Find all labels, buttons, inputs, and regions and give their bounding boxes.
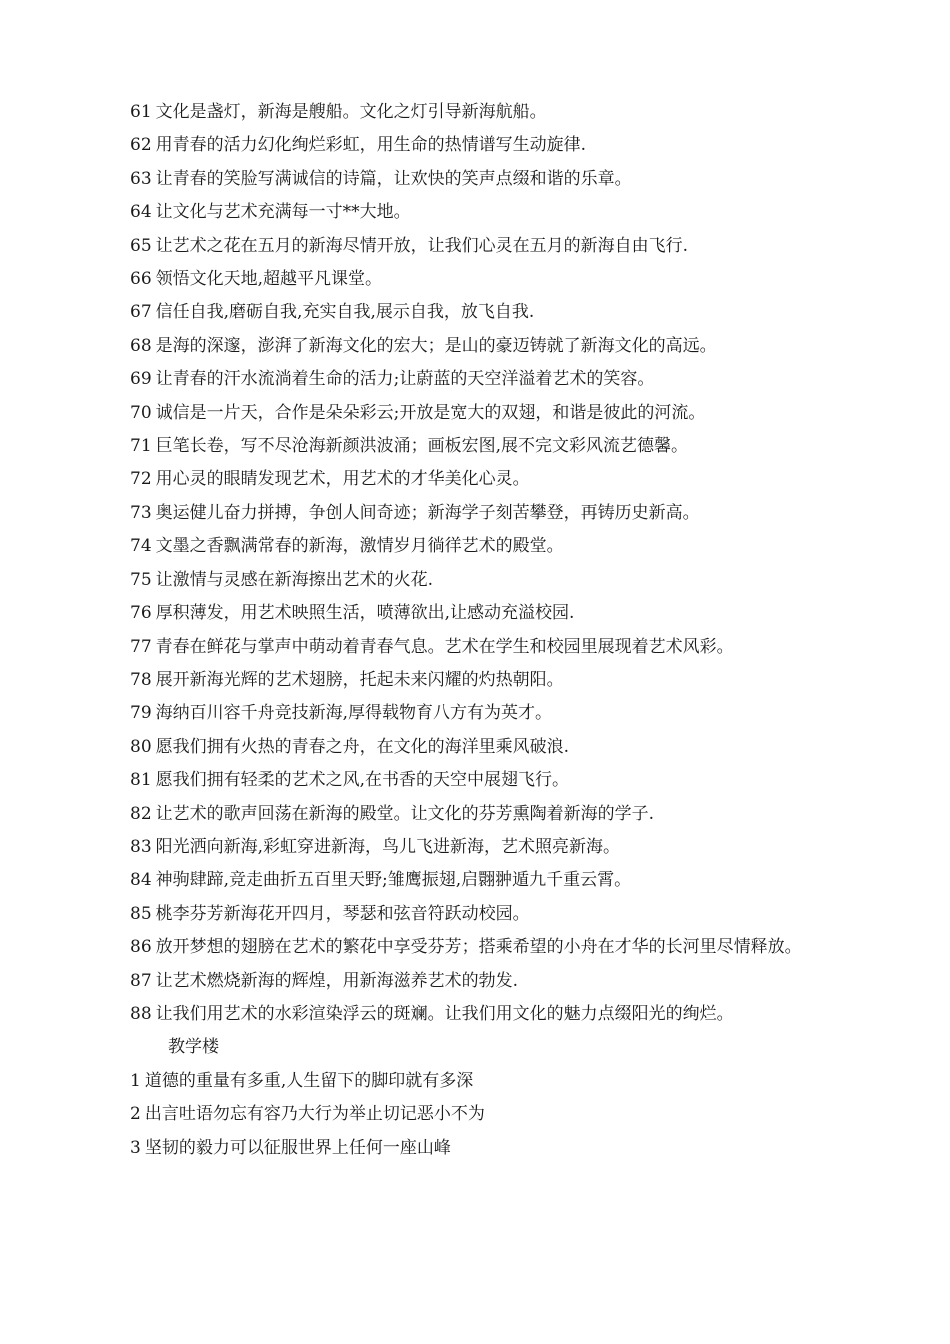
slogan-text: 厚积薄发，用艺术映照生活，喷薄欲出,让感动充溢校园. xyxy=(155,603,575,624)
slogan-text: 愿我们拥有火热的青春之舟，在文化的海洋里乘风破浪. xyxy=(155,736,570,757)
slogan-number: 81 xyxy=(130,770,152,791)
slogan-text: 让我们用艺术的水彩渲染浮云的斑斓。让我们用文化的魅力点缀阳光的绚烂。 xyxy=(155,1003,734,1024)
slogan-item xyxy=(90,1132,870,1165)
slogan-item xyxy=(90,1098,870,1131)
slogan-text: 奥运健儿奋力拼搏，争创人间奇迹；新海学子刻苦攀登，再铸历史新高。 xyxy=(155,502,700,523)
slogan-number: 73 xyxy=(130,502,152,523)
slogan-text: 桃李芬芳新海花开四月，琴瑟和弦音符跃动校园。 xyxy=(155,903,530,924)
slogan-number: 77 xyxy=(130,636,152,657)
slogan-item xyxy=(90,597,870,630)
slogan-number: 86 xyxy=(130,937,152,958)
slogan-item xyxy=(90,564,870,597)
slogan-number: 64 xyxy=(130,202,152,223)
slogan-text: 巨笔长卷，写不尽沧海新颜洪波涌；画板宏图,展不完文彩风流艺德馨。 xyxy=(155,436,689,457)
slogan-text: 让青春的汗水流淌着生命的活力;让蔚蓝的天空洋溢着艺术的笑容。 xyxy=(155,369,655,390)
slogan-number: 87 xyxy=(130,970,152,991)
slogan-number: 67 xyxy=(130,302,152,323)
slogan-text: 让青春的笑脸写满诚信的诗篇，让欢快的笑声点缀和谐的乐章。 xyxy=(155,168,632,189)
slogan-text: 让激情与灵感在新海擦出艺术的火花. xyxy=(155,569,434,590)
slogan-text: 展开新海光辉的艺术翅膀，托起未来闪耀的灼热朝阳。 xyxy=(155,669,564,690)
slogan-text: 文化是盏灯，新海是艘船。文化之灯引导新海航船。 xyxy=(155,102,547,122)
slogan-text: 让文化与艺术充满每一寸**大地。 xyxy=(155,202,411,223)
slogan-text: 海纳百川容千舟竞技新海,厚得载物育八方有为英才。 xyxy=(155,703,553,724)
slogan-number: 66 xyxy=(130,269,152,290)
slogan-text: 用青春的活力幻化绚烂彩虹，用生命的热情谱写生动旋律. xyxy=(155,135,587,156)
slogan-number: 61 xyxy=(130,102,152,122)
slogan-text: 坚韧的毅力可以征服世界上任何一座山峰 xyxy=(144,1137,451,1158)
slogan-item xyxy=(90,163,870,196)
slogan-item xyxy=(90,965,870,998)
slogan-text: 神驹肆蹄,竞走曲折五百里天野;雏鹰振翅,启翾翀遁九千重云霄。 xyxy=(155,870,632,891)
slogan-text: 放开梦想的翅膀在艺术的繁花中享受芬芳；搭乘希望的小舟在才华的长河里尽情释放。 xyxy=(155,937,802,958)
slogan-item xyxy=(90,397,870,430)
slogan-number: 68 xyxy=(130,335,152,356)
slogan-text: 让艺术的歌声回荡在新海的殿堂。让文化的芬芳熏陶着新海的学子. xyxy=(155,803,655,824)
slogan-item xyxy=(90,263,870,296)
slogan-number: 72 xyxy=(130,469,152,490)
slogan-item xyxy=(90,196,870,229)
slogan-list-art xyxy=(90,96,870,1031)
slogan-text: 让艺术之花在五月的新海尽情开放，让我们心灵在五月的新海自由飞行. xyxy=(155,235,689,256)
slogan-item xyxy=(90,898,870,931)
slogan-text: 信任自我,磨砺自我,充实自我,展示自我，放飞自我. xyxy=(155,302,535,323)
slogan-item xyxy=(90,497,870,530)
slogan-number: 3 xyxy=(130,1137,141,1158)
slogan-number: 70 xyxy=(130,402,152,423)
slogan-number: 1 xyxy=(130,1070,141,1091)
slogan-text: 诚信是一片天，合作是朵朵彩云;开放是宽大的双翅，和谐是彼此的河流。 xyxy=(155,402,706,423)
slogan-item xyxy=(90,798,870,831)
slogan-text: 文墨之香飘满常春的新海，激情岁月徜徉艺术的殿堂。 xyxy=(155,536,564,557)
slogan-item xyxy=(90,864,870,897)
slogan-number: 76 xyxy=(130,603,152,624)
slogan-number: 62 xyxy=(130,135,152,156)
slogan-text: 领悟文化天地,超越平凡课堂。 xyxy=(155,269,383,290)
slogan-item xyxy=(90,1065,870,1098)
slogan-text: 阳光洒向新海,彩虹穿进新海，鸟儿飞进新海，艺术照亮新海。 xyxy=(155,836,621,857)
slogan-list-teaching-building xyxy=(90,1065,870,1165)
slogan-text: 道德的重量有多重,人生留下的脚印就有多深 xyxy=(144,1070,474,1091)
slogan-item xyxy=(90,129,870,162)
slogan-text: 青春在鲜花与掌声中萌动着青春气息。艺术在学生和校园里展现着艺术风彩。 xyxy=(155,636,734,657)
slogan-number: 79 xyxy=(130,703,152,724)
slogan-number: 75 xyxy=(130,569,152,590)
slogan-item xyxy=(90,998,870,1031)
slogan-item xyxy=(90,463,870,496)
slogan-number: 65 xyxy=(130,235,152,256)
section-heading: 教学楼 xyxy=(168,1037,219,1058)
slogan-number: 85 xyxy=(130,903,152,924)
slogan-item xyxy=(90,831,870,864)
slogan-number: 63 xyxy=(130,168,152,189)
slogan-item xyxy=(90,230,870,263)
slogan-item xyxy=(90,96,870,129)
slogan-item xyxy=(90,330,870,363)
slogan-number: 2 xyxy=(130,1104,141,1125)
slogan-text: 让艺术燃烧新海的辉煌，用新海滋养艺术的勃发. xyxy=(155,970,519,991)
slogan-number: 84 xyxy=(130,870,152,891)
slogan-item xyxy=(90,363,870,396)
slogan-number: 83 xyxy=(130,836,152,857)
slogan-text: 出言吐语勿忘有容乃大行为举止切记恶小不为 xyxy=(144,1104,485,1125)
slogan-item xyxy=(90,631,870,664)
slogan-item xyxy=(90,530,870,563)
slogan-text: 用心灵的眼睛发现艺术，用艺术的才华美化心灵。 xyxy=(155,469,530,490)
slogan-item xyxy=(90,731,870,764)
slogan-number: 80 xyxy=(130,736,152,757)
slogan-item xyxy=(90,764,870,797)
slogan-item xyxy=(90,697,870,730)
slogan-item xyxy=(90,931,870,964)
slogan-text: 是海的深邃，澎湃了新海文化的宏大；是山的豪迈铸就了新海文化的高远。 xyxy=(155,335,717,356)
slogan-text: 愿我们拥有轻柔的艺术之风,在书香的天空中展翅飞行。 xyxy=(155,770,570,791)
slogan-number: 82 xyxy=(130,803,152,824)
slogan-number: 69 xyxy=(130,369,152,390)
slogan-item xyxy=(90,430,870,463)
slogan-number: 88 xyxy=(130,1003,152,1024)
slogan-number: 78 xyxy=(130,669,152,690)
document-body xyxy=(90,96,870,1165)
slogan-number: 74 xyxy=(130,536,152,557)
slogan-number: 71 xyxy=(130,436,152,457)
slogan-item xyxy=(90,296,870,329)
slogan-item xyxy=(90,664,870,697)
